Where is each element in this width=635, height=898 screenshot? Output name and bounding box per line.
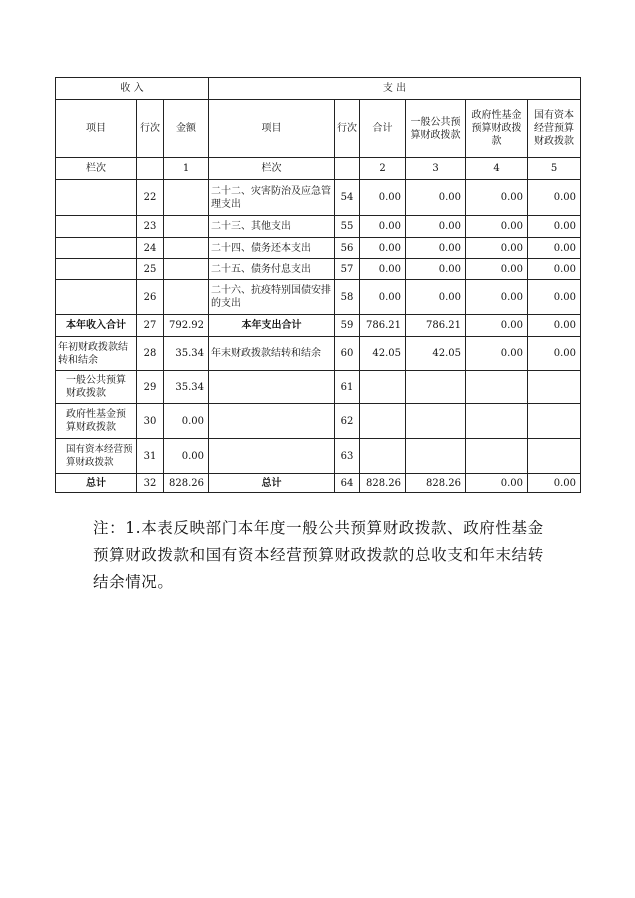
- ex-gov-fund: [466, 439, 528, 474]
- ex-total: [360, 439, 406, 474]
- in-item: 国有资本经营预算财政拨款: [56, 439, 137, 474]
- index-c4: 4: [466, 158, 528, 180]
- ex-item: 二十三、其他支出: [209, 216, 335, 238]
- ex-line: 64: [335, 474, 360, 493]
- ex-state-capital: 0.00: [528, 238, 581, 259]
- col-line: 行次: [137, 100, 164, 158]
- ex-total: 786.21: [360, 315, 406, 337]
- ex-total: 0.00: [360, 259, 406, 280]
- ex-gov-fund: 0.00: [466, 180, 528, 216]
- ex-line: 58: [335, 280, 360, 315]
- ex-gov-fund: [466, 371, 528, 404]
- ex-total: 0.00: [360, 280, 406, 315]
- table-row: [56, 259, 581, 280]
- in-line: 23: [137, 216, 164, 238]
- col-gov-fund: 政府性基金预算财政拨款: [466, 100, 528, 158]
- index-label2: 栏次: [209, 158, 335, 180]
- in-item: [56, 280, 137, 315]
- ex-line: 56: [335, 238, 360, 259]
- ex-line: 61: [335, 371, 360, 404]
- ex-item: [209, 371, 335, 404]
- ex-gov-fund: 0.00: [466, 337, 528, 371]
- in-item: 政府性基金预算财政拨款: [56, 404, 137, 439]
- ex-item: 二十四、债务还本支出: [209, 238, 335, 259]
- ex-item: [209, 404, 335, 439]
- ex-item: 二十二、灾害防治及应急管理支出: [209, 180, 335, 216]
- in-line: 29: [137, 371, 164, 404]
- ex-gov-fund: 0.00: [466, 259, 528, 280]
- ex-general: [406, 371, 466, 404]
- in-amount: [164, 180, 209, 216]
- index-c2: 2: [360, 158, 406, 180]
- in-item: 总计: [56, 474, 137, 493]
- ex-state-capital: [528, 404, 581, 439]
- in-amount: 35.34: [164, 337, 209, 371]
- in-item: [56, 259, 137, 280]
- col-state-capital: 国有资本经营预算财政拨款: [528, 100, 581, 158]
- ex-item: 二十五、债务付息支出: [209, 259, 335, 280]
- ex-gov-fund: [466, 404, 528, 439]
- table-row: [56, 280, 581, 315]
- ex-line: 60: [335, 337, 360, 371]
- ex-item: 本年支出合计: [209, 315, 335, 337]
- index-c3: 3: [406, 158, 466, 180]
- ex-state-capital: 0.00: [528, 259, 581, 280]
- in-line: 22: [137, 180, 164, 216]
- ex-gov-fund: 0.00: [466, 216, 528, 238]
- ex-state-capital: 0.00: [528, 280, 581, 315]
- ex-line: 62: [335, 404, 360, 439]
- in-item: 本年收入合计: [56, 315, 137, 337]
- ex-state-capital: [528, 371, 581, 404]
- ex-total: 42.05: [360, 337, 406, 371]
- ex-state-capital: 0.00: [528, 216, 581, 238]
- index-empty: [137, 158, 164, 180]
- ex-general: 0.00: [406, 238, 466, 259]
- ex-item: [209, 439, 335, 474]
- ex-line: 63: [335, 439, 360, 474]
- table-row: [56, 315, 581, 337]
- ex-total: 828.26: [360, 474, 406, 493]
- col-amount: 金额: [164, 100, 209, 158]
- ex-state-capital: 0.00: [528, 180, 581, 216]
- ex-gov-fund: 0.00: [466, 315, 528, 337]
- in-line: 26: [137, 280, 164, 315]
- table-row: [56, 337, 581, 371]
- index-label: 栏次: [56, 158, 137, 180]
- ex-item: 二十六、抗疫特别国债安排的支出: [209, 280, 335, 315]
- in-line: 27: [137, 315, 164, 337]
- index-c1: 1: [164, 158, 209, 180]
- table-row: [56, 439, 581, 474]
- ex-line: 59: [335, 315, 360, 337]
- ex-line: 57: [335, 259, 360, 280]
- col-total: 合计: [360, 100, 406, 158]
- in-amount: [164, 259, 209, 280]
- ex-general: 0.00: [406, 180, 466, 216]
- in-line: 30: [137, 404, 164, 439]
- ex-total: [360, 404, 406, 439]
- in-item: [56, 180, 137, 216]
- in-line: 31: [137, 439, 164, 474]
- ex-state-capital: 0.00: [528, 474, 581, 493]
- ex-line: 55: [335, 216, 360, 238]
- header-expenditure: 支 出: [209, 78, 581, 100]
- ex-line: 54: [335, 180, 360, 216]
- col-item: 项目: [56, 100, 137, 158]
- in-amount: [164, 280, 209, 315]
- header-income: 收 入: [56, 78, 209, 100]
- ex-state-capital: [528, 439, 581, 474]
- table-row: [56, 238, 581, 259]
- ex-total: [360, 371, 406, 404]
- table-note: 注：1.本表反映部门本年度一般公共预算财政拨款、政府性基金预算财政拨款和国有资本经营预算财政拨款的总收支和年末结转结余情况。: [93, 519, 544, 591]
- ex-general: 0.00: [406, 280, 466, 315]
- table-row: [56, 216, 581, 238]
- in-amount: 35.34: [164, 371, 209, 404]
- ex-general: [406, 439, 466, 474]
- ex-item: 总计: [209, 474, 335, 493]
- ex-gov-fund: 0.00: [466, 280, 528, 315]
- table-row: [56, 404, 581, 439]
- in-amount: [164, 238, 209, 259]
- ex-general: 42.05: [406, 337, 466, 371]
- ex-total: 0.00: [360, 216, 406, 238]
- ex-total: 0.00: [360, 180, 406, 216]
- ex-state-capital: 0.00: [528, 315, 581, 337]
- table-row: [56, 180, 581, 216]
- in-line: 32: [137, 474, 164, 493]
- ex-gov-fund: 0.00: [466, 238, 528, 259]
- ex-state-capital: 0.00: [528, 337, 581, 371]
- in-item: [56, 238, 137, 259]
- in-amount: [164, 216, 209, 238]
- index-c5: 5: [528, 158, 581, 180]
- index-empty2: [335, 158, 360, 180]
- in-line: 25: [137, 259, 164, 280]
- in-item: [56, 216, 137, 238]
- ex-gov-fund: 0.00: [466, 474, 528, 493]
- col-general: 一般公共预算财政拨款: [406, 100, 466, 158]
- ex-general: 828.26: [406, 474, 466, 493]
- in-line: 28: [137, 337, 164, 371]
- ex-general: 786.21: [406, 315, 466, 337]
- in-amount: 792.92: [164, 315, 209, 337]
- in-line: 24: [137, 238, 164, 259]
- in-amount: 0.00: [164, 439, 209, 474]
- ex-general: 0.00: [406, 259, 466, 280]
- ex-item: 年末财政拨款结转和结余: [209, 337, 335, 371]
- in-amount: 828.26: [164, 474, 209, 493]
- in-amount: 0.00: [164, 404, 209, 439]
- budget-table: [55, 77, 581, 493]
- col-exp-line: 行次: [335, 100, 360, 158]
- table-row: [56, 474, 581, 493]
- in-item: 年初财政拨款结转和结余: [56, 337, 137, 371]
- ex-general: [406, 404, 466, 439]
- col-exp-item: 项目: [209, 100, 335, 158]
- table-row: [56, 371, 581, 404]
- in-item: 一般公共预算财政拨款: [56, 371, 137, 404]
- ex-general: 0.00: [406, 216, 466, 238]
- ex-total: 0.00: [360, 238, 406, 259]
